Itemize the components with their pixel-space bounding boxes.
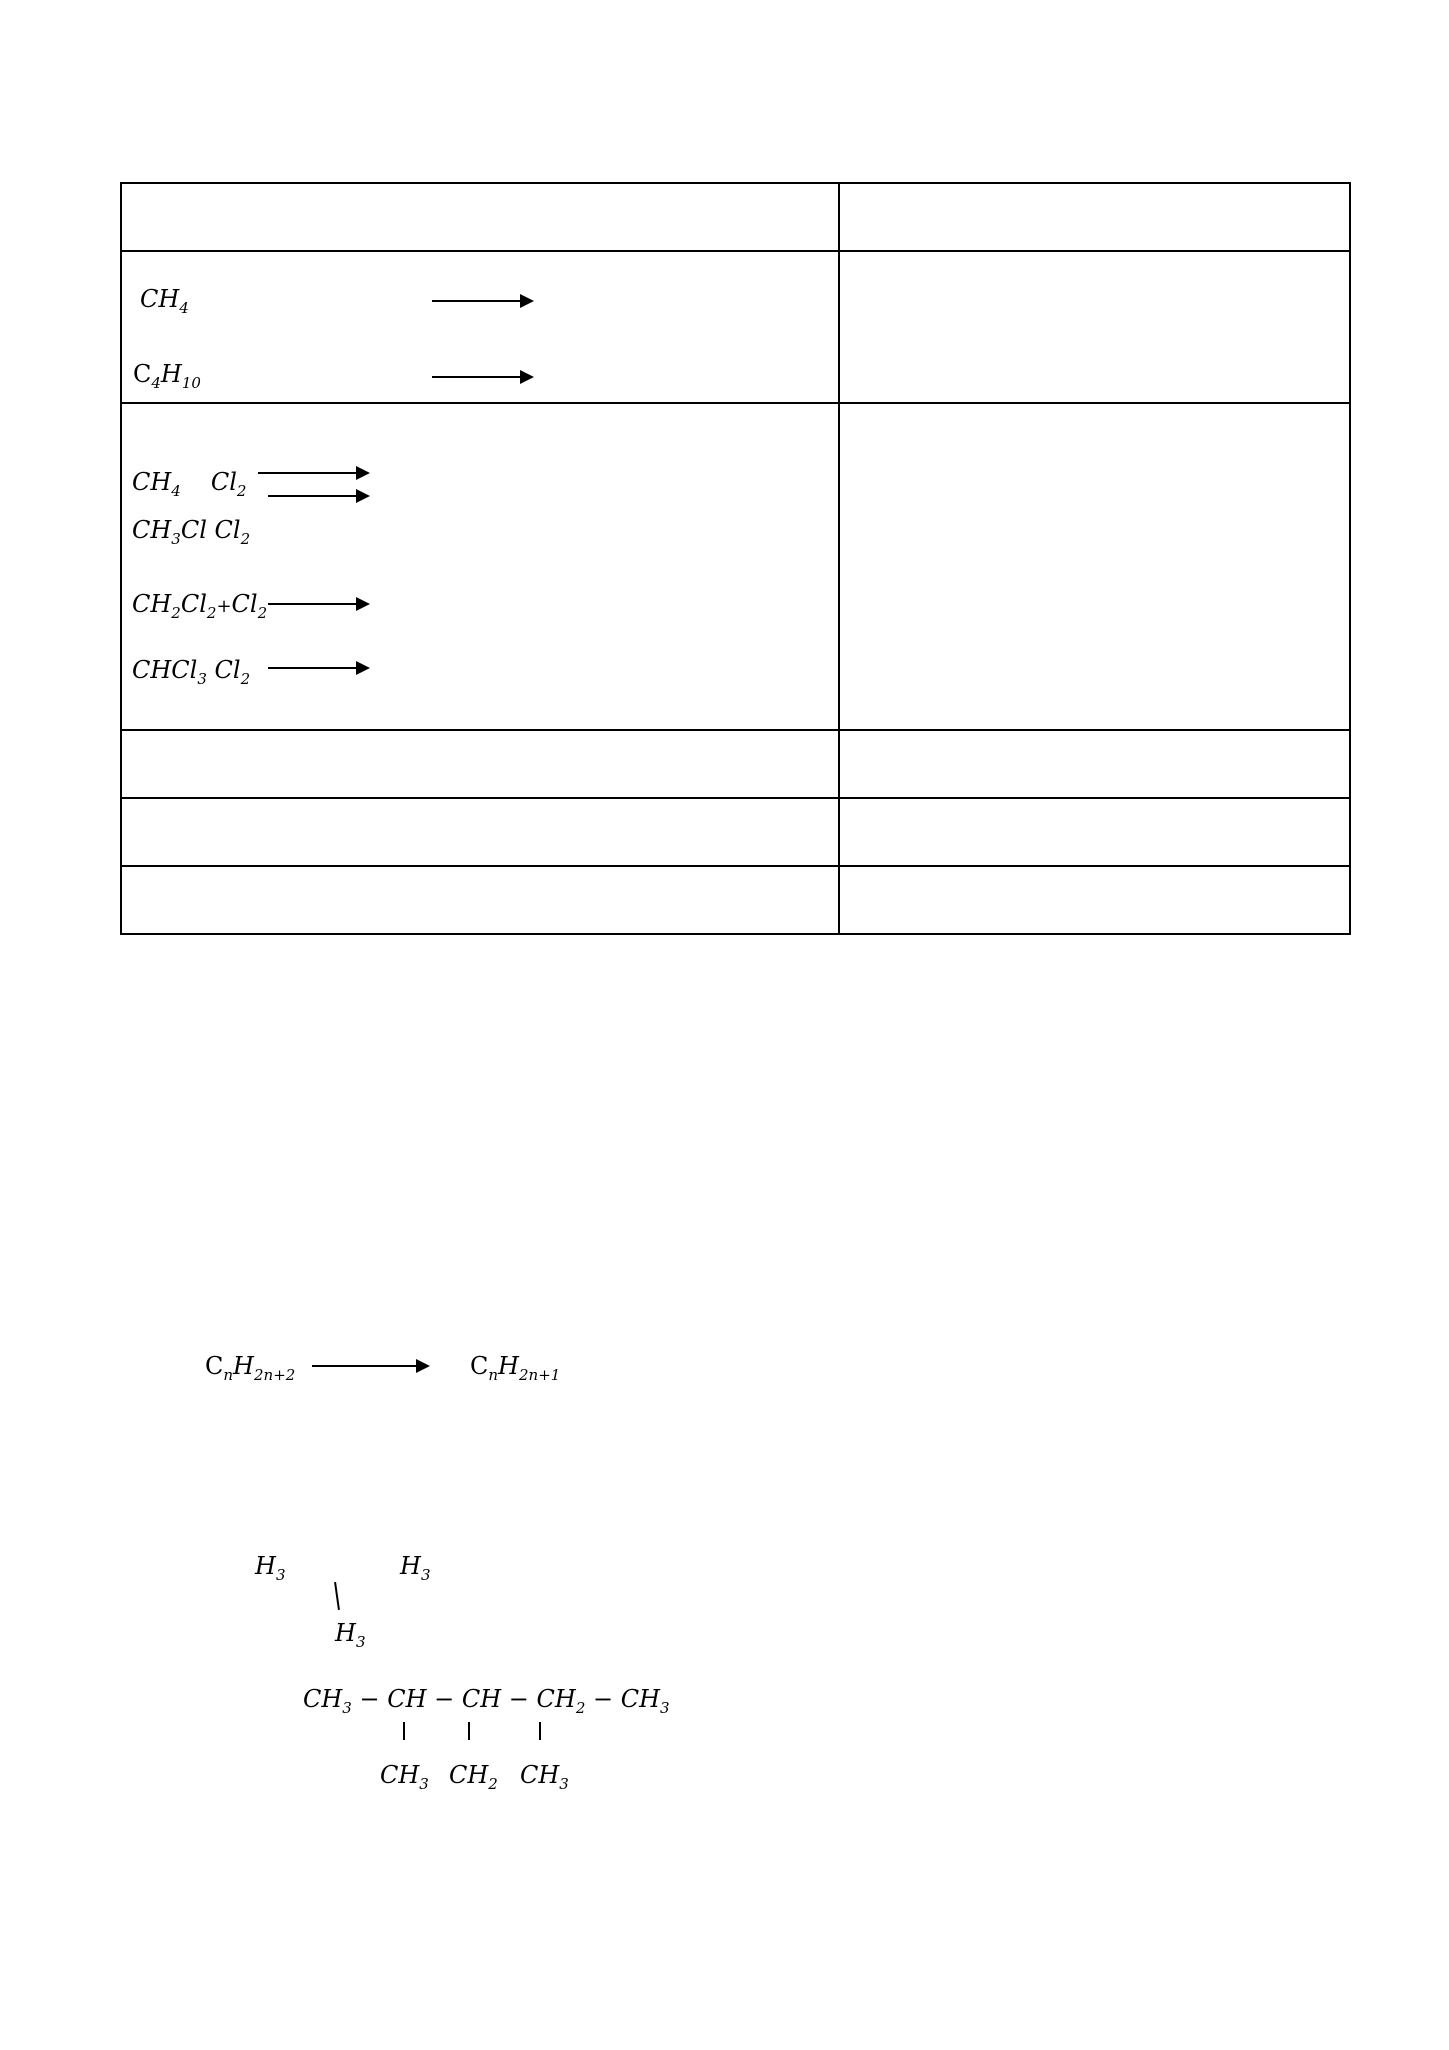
branch-bond [403,1722,405,1740]
branch-group: $CH_3$ [380,1761,429,1793]
reaction-arrow [312,1365,428,1367]
reaction-arrow [432,300,532,302]
formula-butane: $C_4H_{10}$ [133,360,201,392]
table-border-left [120,182,122,935]
branch-bond [468,1722,470,1740]
reaction-arrow [268,495,368,497]
alkane-general-formula: $C_nH_{2n+2}$ [205,1352,296,1384]
table-row-divider [120,729,1351,731]
branch-group: $CH_3$ [520,1761,569,1793]
table-column-divider [838,182,840,935]
chlorination-step-3: $CH_2Cl_2+Cl_2$ [132,590,268,622]
bond-line [334,1582,340,1610]
table-row-divider [120,865,1351,867]
branch-bond [539,1722,541,1740]
formula-methane: $CH_4$ [140,285,189,317]
alkyl-general-formula: $C_nH_{2n+1}$ [470,1352,561,1384]
table-row-divider [120,797,1351,799]
chlorination-step-4: CHCl$_3$ $Cl_2$ [132,656,251,688]
table-row-divider [120,250,1351,252]
reaction-arrow [268,603,368,605]
table-border-right [1349,182,1351,935]
table-border-top [120,182,1351,184]
structure-fragment: $H_3$ [255,1552,286,1584]
main-carbon-chain: $CH_3$ − CH − CH − $CH_2 - CH_3$ [303,1685,670,1717]
table-border-bottom [120,933,1351,935]
structure-fragment: $H_3$ [335,1619,366,1651]
reaction-arrow [432,376,532,378]
reaction-arrow [268,667,368,669]
structure-fragment: $H_3$ [400,1552,431,1584]
chlorination-step-1: $CH_4$ $Cl_2$ [132,468,247,500]
table-row-divider [120,402,1351,404]
reaction-arrow [258,472,368,474]
chlorination-step-2: $CH_3Cl$ $Cl_2$ [132,516,251,548]
branch-group: $CH_2$ [449,1761,498,1793]
